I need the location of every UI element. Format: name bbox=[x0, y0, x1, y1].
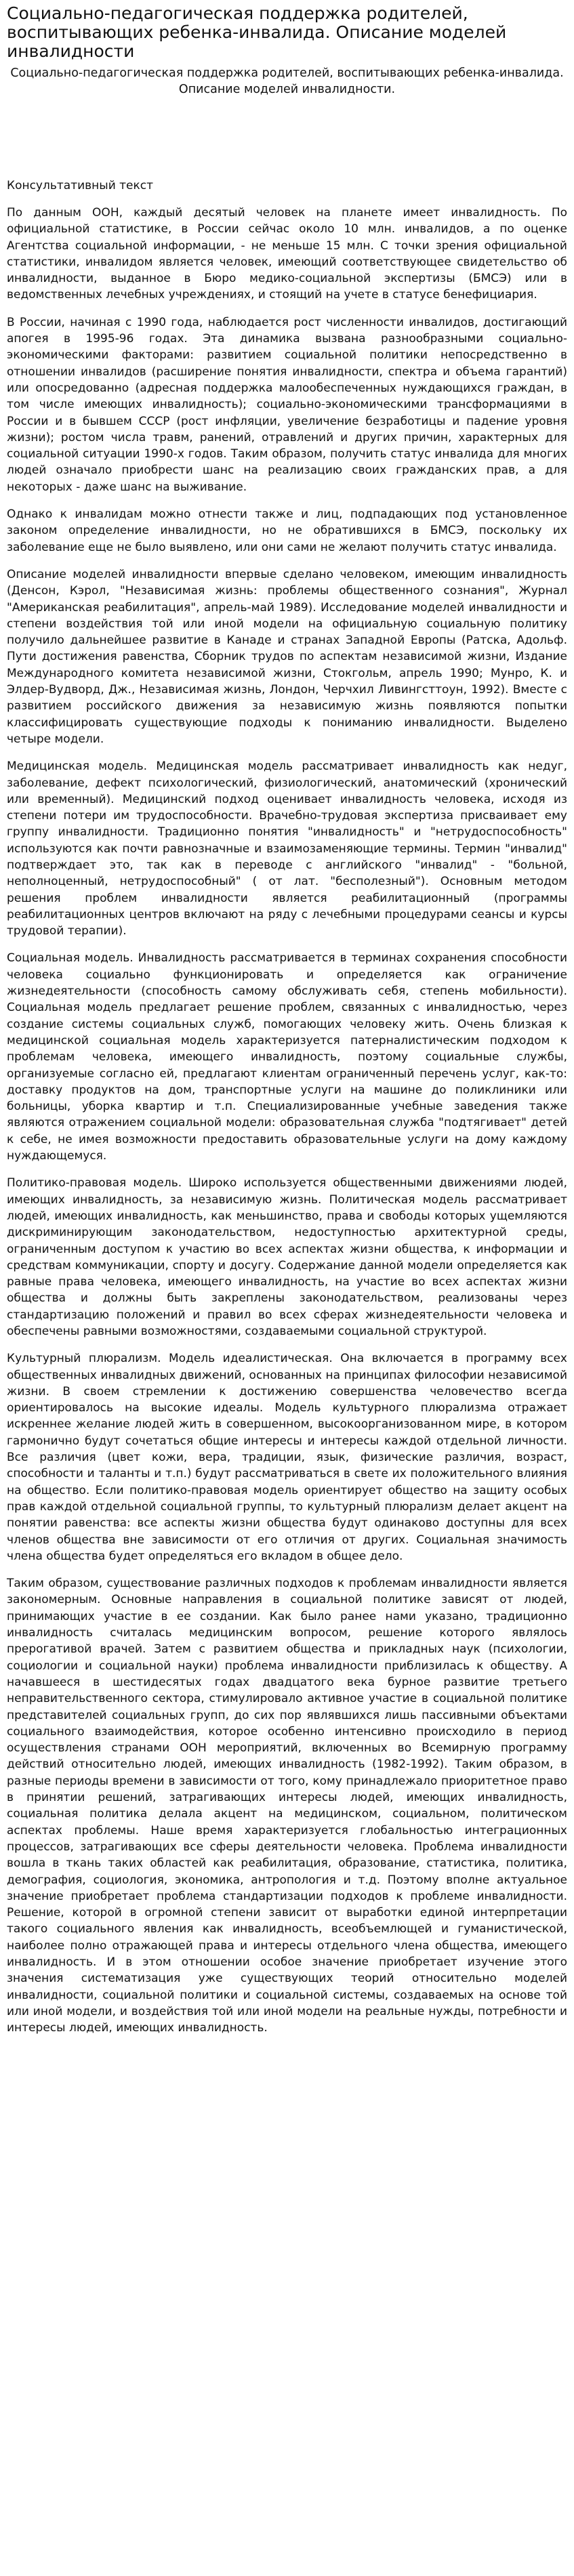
page-subtitle: Социально-педагогическая поддержка родителей, воспитывающих ребенка-инвалида. Описание моделей инвалидности. bbox=[10, 66, 564, 96]
paragraph-russia-dynamics: В России, начиная с 1990 года, наблюдается рост численности инвалидов, достигающий апогея в 1995-96 годах. Эта динамика вызвана разнообразными социально-экономическими факторами: развитием социальной политики непосредственно в отношении инвалидов (расширение понятия инвалидности, спектра и объема гарантий) или опосредованно (адресная поддержка малообеспеченных нуждающихся граждан, в том числе имеющих инвалидность); социально-экономическими трансформациями в России и в бывшем СССР (рост инфляции, увеличение безработицы и падение уровня жизни); ростом числа травм, ранений, отравлений и других причин, характерных для социальной ситуации 1990-х годов. Таким образом, получить статус инвалида для многих людей означало приобрести шанс на реализацию своих гражданских прав, а для некоторых - даже шанс на выживание. bbox=[7, 315, 567, 494]
paragraph-medical-model: Медицинская модель. Медицинская модель рассматривает инвалидность как недуг, заболевание, дефект психологический, физиологический, анатомический (хронический или временный). Медицинский подход оценивает инвалидность человека, исходя из степени потери им трудоспособности. Врачебно-трудовая экспертиза присваивает ему группу инвалидности. Традиционно понятия "инвалидность" и "нетрудоспособность" используются как почти равнозначные и взаимозаменяющие термины. Термин "инвалид" подтверждает это, так как в переводе с английского "инвалид" - "больной, неполноценный, нетрудоспособный" ( от лат. "бесполезный"). Основным методом решения проблем инвалидности является реабилитационный (программы реабилитационных центров включают на ряду с лечебными процедурами сеансы и курсы трудовой терапии). bbox=[7, 760, 567, 938]
paragraph-statistics: По данным ООН, каждый десятый человек на планете имеет инвалидность. По официальной статистике, в России сейчас около 10 млн. инвалидов, а по оценке Агентства социальной информации, - не меньше 15 млн. С точки зрения официальной статистики, инвалидом является человек, имеющий соответствующее свидетельство об инвалидности, выданное в Бюро медико-социальной экспертизы (БМСЭ) или в ведомственных лечебных учреждениях, и стоящий на учете в статусе бенефициария. bbox=[7, 206, 567, 302]
section-label: Консультативный текст bbox=[7, 179, 154, 192]
paragraph-unregistered: Однако к инвалидам можно отнести также и лиц, подпадающих под установленное законом определение инвалидности, но не обратившихся в БМСЭ, поскольку их заболевание еще не было выявлено, или они сами не желают получить статус инвалида. bbox=[7, 507, 567, 554]
paragraph-social-model: Социальная модель. Инвалидность рассматривается в терминах сохранения способности человека социально функционировать и определяется как ограничение жизнедеятельности (способность самому обслуживать себя, степень мобильности). Социальная модель предлагает решение проблем, связанных с инвалидностью, через создание системы социальных служб, помогающих человеку жить. Очень близкая к медицинской социальная модель характеризуется патерналистическим подходом к проблемам человека, имеющего инвалидность, поэтому социальные службы, организуемые согласно ей, предлагают клиентам ограниченный перечень услуг, как-то: доставку продуктов на дом, транспортные услуги на машине до поликлиники или больницы, уборка квартир и т.п. Специализированные учебные заведения также являются отражением социальной модели: образовательная служба "подтягивает" детей к себе, не имея возможности предоставить образовательные услуги на дому каждому нуждающемуся. bbox=[7, 951, 567, 1163]
paragraph-models-origin: Описание моделей инвалидности впервые сделано человеком, имеющим инвалидность (Денсон, Кэрол, "Независимая жизнь: проблемы общественного сознания", Журнал "Американская реабилитация", апрель-май 1989). Исследование моделей инвалидности и степени воздействия той или иной модели на официальную социальную политику получило дальнейшее развитие в Канаде и странах Западной Европы (Ратска, Адольф. Пути достижения равенства, Сборник трудов по аспектам независимой жизни, Издание Международного комитета независимой жизни, Стокгольм, апрель 1990; Мунро, К. и Элдер-Вудворд, Дж., Независимая жизнь, Лондон, Черчхил Ливингсттоун, 1992). Вместе с развитием российского движения за независимую жизнь появляются попытки классифицировать существующие подходы к пониманию инвалидности. Выделено четыре модели. bbox=[7, 567, 567, 746]
page-title: Социально-педагогическая поддержка родителей, воспитывающих ребенка-инвалида. Описание моделей инвалидности bbox=[7, 3, 507, 61]
paragraph-conclusion: Таким образом, существование различных подходов к проблемам инвалидности является закономерным. Основные направления в социальной политике зависят от людей, принимающих участие в ее создании. Как было ранее нами указано, традиционно инвалидность считалась медицинским вопросом, решение которого являлось прерогативой врачей. Затем с развитием общества и прикладных наук (психологии, социологии и социальной науки) проблема инвалидности приблизилась к обществу. А начавшееся в шестидесятых годах двадцатого века бурное развитие третьего неправительственного сектора, стимулировало активное участие в социальной политике представителей социальных групп, до сих пор являвшихся лишь пассивными объектами социального взаимодействия, которое особенно интенсивно происходило в период осуществления странами ООН мероприятий, включенных во Всемирную программу действий относительно людей, имеющих инвалидность (1982-1992). Таким образом, в разные периоды времени в зависимости от того, кому принадлежало приоритетное право в принятии решений, затрагивающих интересы людей, имеющих инвалидность, социальная политика делала акцент на медицинском, социальном, политическом аспектах проблемы. Наше время характеризуется глобальностью интеграционных процессов, затрагивающих все сферы деятельности человека. Проблема инвалидности вошла в ткань таких областей как реабилитация, образование, статистика, политика, демография, социология, экономика, антропология и т.д. Поэтому вполне актуальное значение приобретает проблема стандартизации подходов к проблеме инвалидности. Решение, которой в огромной степени зависит от выработки единой интерпретации такого социального явления как инвалидность, всеобъемлющей и гуманистической, наиболее полно отражающей права и интересы отдельного члена общества, имеющего инвалидность. И в этом отношении особое значение приобретает изучение этого значения систематизация уже существующих теорий относительно моделей инвалидности, социальной политики и социальной системы, создаваемых на основе той или иной модели, и воздействия той или иной модели на реальные нужды, потребности и интересы людей, имеющих инвалидность. bbox=[7, 1577, 567, 2035]
paragraph-cultural-pluralism: Культурный плюрализм. Модель идеалистическая. Она включается в программу всех общественных инвалидных движений, основанных на принципах философии независимой жизни. В своем стремлении к достижению совершенства человечество всегда ориентировалось на высокие идеалы. Модель культурного плюрализма отражает искреннее желание людей жить в совершенном, высокоорганизованном мире, в котором гармонично будут сочетаться общие интересы и интересы каждой отдельной личности. Все различия (цвет кожи, вера, традиции, язык, физические различия, возраст, способности и таланты и т.п.) будут рассматриваться в свете их положительного влияния на общество. Если политико-правовая модель ориентирует общество на защиту особых прав каждой отдельной социальной группы, то культурный плюрализм делает акцент на понятии равенства: все аспекты жизни общества будут одинаково доступны для всех членов общества вне зависимости от его отличия от других. Социальная значимость члена общества будет определяться его вкладом в общее дело. bbox=[7, 1352, 567, 1563]
paragraph-political-legal-model: Политико-правовая модель. Широко используется общественными движениями людей, имеющих инвалидность, за независимую жизнь. Политическая модель рассматривает людей, имеющих инвалидность, как меньшинство, права и свободы которых ущемляются дискриминирующим законодательством, недоступностью архитектурной среды, ограниченным доступом к участию во всех аспектах жизни общества, к информации и средствам коммуникации, спорту и досугу. Содержание данной модели определяется как равные права человека, имеющего инвалидность, на участие во всех аспектах жизни общества и должны быть закреплены законодательством, реализованы через стандартизацию положений и правил во всех сферах жизнедеятельности человека и обеспечены равными возможностями, создаваемыми социальной структурой. bbox=[7, 1176, 567, 1338]
